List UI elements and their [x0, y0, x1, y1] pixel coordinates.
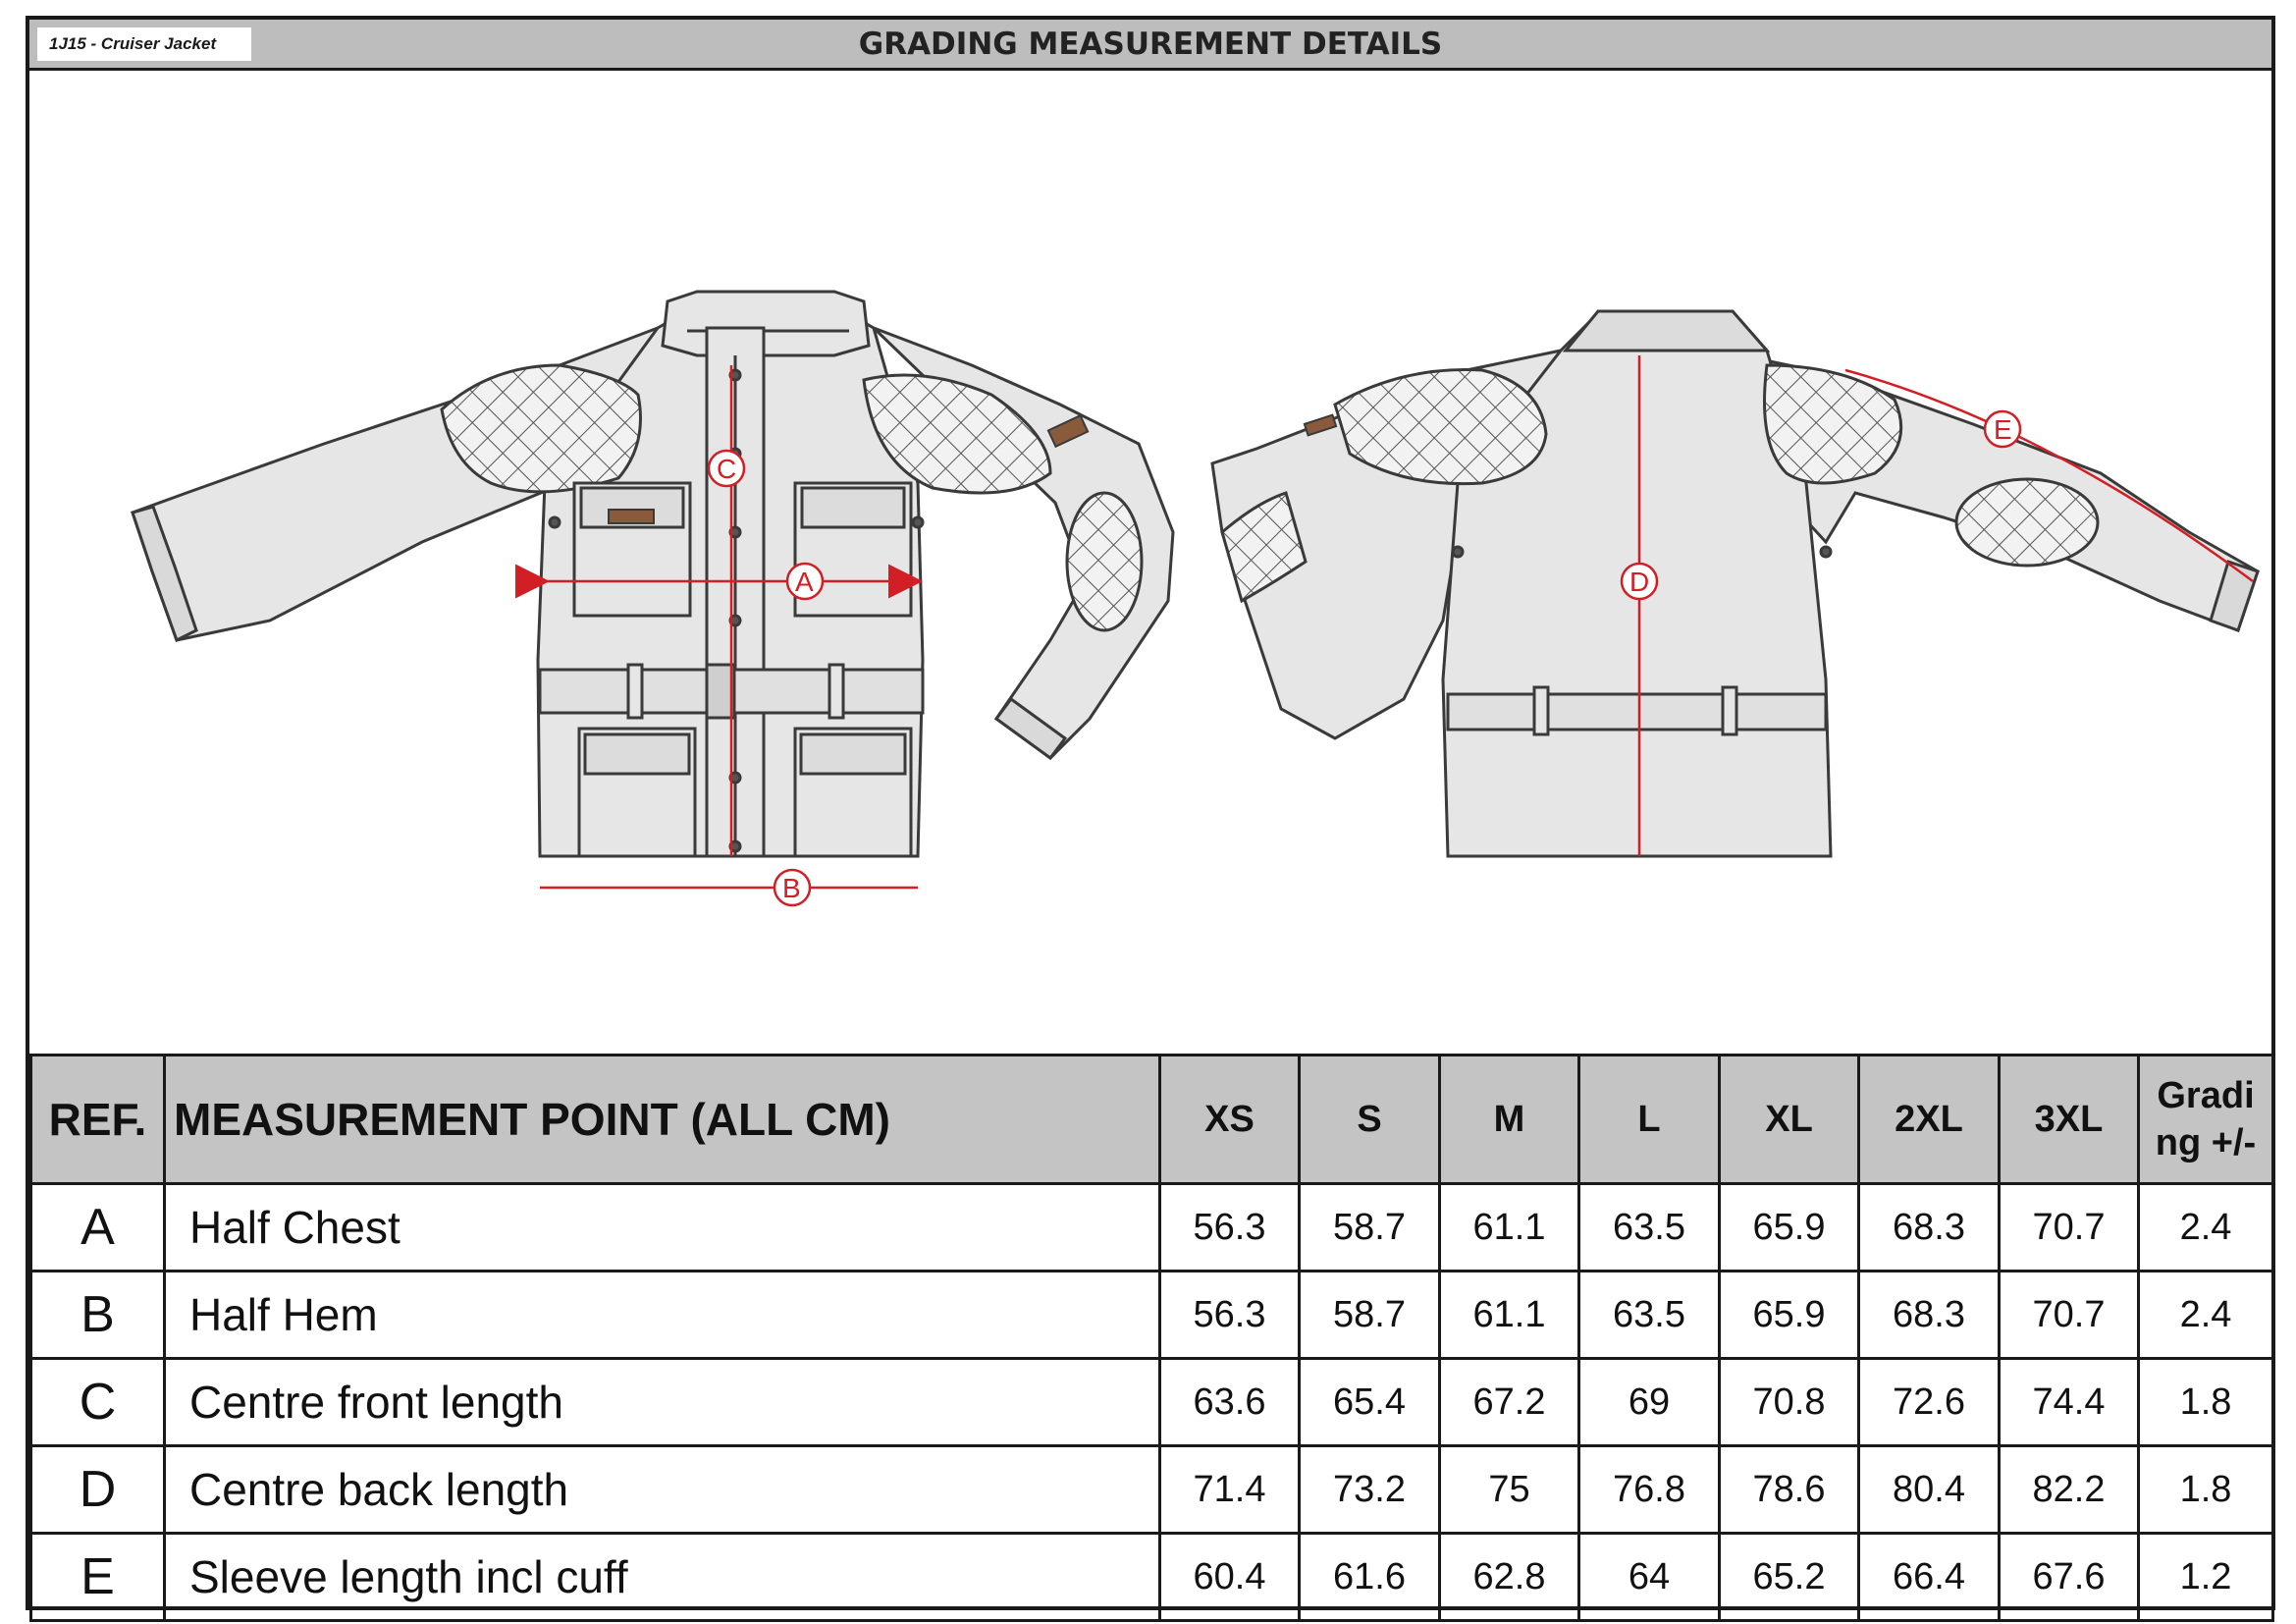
row-value: 68.3: [1859, 1272, 2000, 1359]
row-point: Half Hem: [165, 1272, 1160, 1359]
row-value: 76.8: [1579, 1446, 1720, 1534]
style-tag: 1J15 - Cruiser Jacket: [37, 27, 251, 61]
row-ref: A: [31, 1184, 165, 1272]
row-value: 68.3: [1859, 1184, 2000, 1272]
header-size: L: [1579, 1056, 1720, 1184]
row-value: 63.5: [1579, 1272, 1720, 1359]
row-value: 63.5: [1579, 1184, 1720, 1272]
marker-c: C: [717, 454, 737, 484]
row-value: 70.7: [2000, 1184, 2139, 1272]
marker-b: B: [782, 873, 801, 903]
header-size: XS: [1160, 1056, 1300, 1184]
row-value: 61.1: [1440, 1184, 1579, 1272]
row-grading: 1.8: [2139, 1359, 2273, 1446]
row-value: 66.4: [1859, 1534, 2000, 1621]
row-value: 82.2: [2000, 1446, 2139, 1534]
header-size: M: [1440, 1056, 1579, 1184]
row-value: 56.3: [1160, 1272, 1300, 1359]
header-size: S: [1300, 1056, 1440, 1184]
row-value: 72.6: [1859, 1359, 2000, 1446]
row-point: Sleeve length incl cuff: [165, 1534, 1160, 1621]
row-value: 62.8: [1440, 1534, 1579, 1621]
header-size: 2XL: [1859, 1056, 2000, 1184]
header-grading-line1: Gradi: [2157, 1075, 2255, 1116]
table-row: [31, 1184, 2273, 1272]
row-ref: C: [31, 1359, 165, 1446]
row-value: 58.7: [1300, 1272, 1440, 1359]
row-value: 69: [1579, 1359, 1720, 1446]
row-value: 65.9: [1720, 1184, 1859, 1272]
row-value: 58.7: [1300, 1184, 1440, 1272]
marker-e: E: [1994, 414, 2012, 445]
front-view: [133, 292, 1173, 856]
row-ref: B: [31, 1272, 165, 1359]
row-value: 64: [1579, 1534, 1720, 1621]
row-value: 70.7: [2000, 1272, 2139, 1359]
row-value: 63.6: [1160, 1359, 1300, 1446]
sheet-header: [29, 20, 2271, 71]
table-row: [31, 1446, 2273, 1534]
row-value: 73.2: [1300, 1446, 1440, 1534]
row-value: 75: [1440, 1446, 1579, 1534]
row-value: 65.9: [1720, 1272, 1859, 1359]
row-value: 71.4: [1160, 1446, 1300, 1534]
marker-d: D: [1629, 567, 1650, 597]
row-value: 65.4: [1300, 1359, 1440, 1446]
header-grading-line2: ng +/-: [2155, 1122, 2257, 1164]
row-grading: 2.4: [2139, 1184, 2273, 1272]
row-value: 56.3: [1160, 1184, 1300, 1272]
row-grading: 1.2: [2139, 1534, 2273, 1621]
row-ref: D: [31, 1446, 165, 1534]
row-value: 61.1: [1440, 1272, 1579, 1359]
row-value: 67.2: [1440, 1359, 1579, 1446]
spec-sheet: [26, 16, 2275, 1610]
row-value: 78.6: [1720, 1446, 1859, 1534]
row-point: Centre front length: [165, 1359, 1160, 1446]
marker-a: A: [795, 567, 814, 597]
row-grading: 1.8: [2139, 1446, 2273, 1534]
grading-table: [29, 1054, 2274, 1622]
jacket-technical-drawing: [29, 71, 2271, 1054]
row-value: 70.8: [1720, 1359, 1859, 1446]
row-value: 80.4: [1859, 1446, 2000, 1534]
back-view: [1212, 311, 2258, 856]
table-row: [31, 1534, 2273, 1621]
table-row: [31, 1272, 2273, 1359]
row-value: 65.2: [1720, 1534, 1859, 1621]
row-point: Half Chest: [165, 1184, 1160, 1272]
row-grading: 2.4: [2139, 1272, 2273, 1359]
header-size: 3XL: [2000, 1056, 2139, 1184]
row-value: 67.6: [2000, 1534, 2139, 1621]
table-row: [31, 1359, 2273, 1446]
table-header-row: [31, 1056, 2273, 1184]
header-ref: REF.: [31, 1056, 165, 1184]
row-value: 60.4: [1160, 1534, 1300, 1621]
header-size: XL: [1720, 1056, 1859, 1184]
page-title: GRADING MEASUREMENT DETAILS: [858, 27, 1443, 62]
header-measurement-point: MEASUREMENT POINT (ALL CM): [165, 1056, 1160, 1184]
header-grading: [2139, 1056, 2273, 1184]
row-value: 74.4: [2000, 1359, 2139, 1446]
row-point: Centre back length: [165, 1446, 1160, 1534]
row-value: 61.6: [1300, 1534, 1440, 1621]
row-ref: E: [31, 1534, 165, 1621]
